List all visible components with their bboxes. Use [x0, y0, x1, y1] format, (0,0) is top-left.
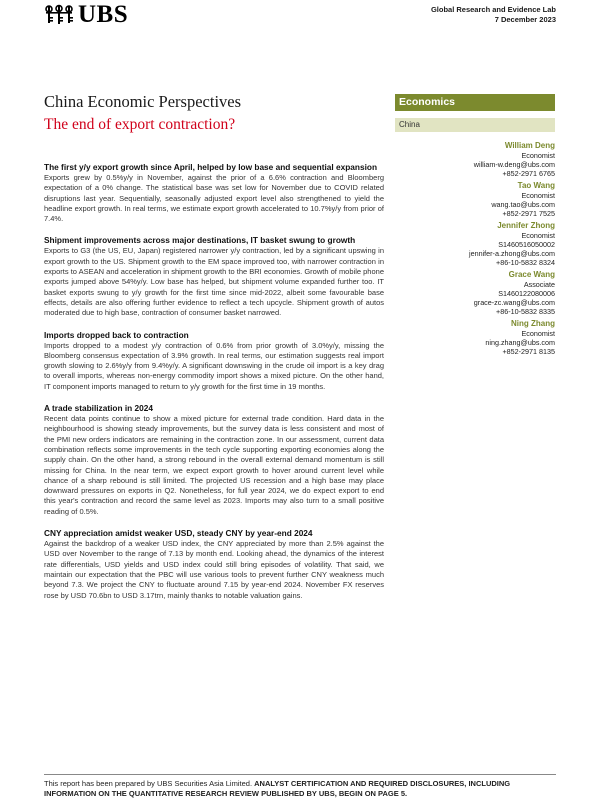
report-body [44, 162, 384, 612]
author-role: Economist [521, 329, 555, 338]
report-section [44, 330, 384, 392]
author-phone: +86-10-5832 8324 [496, 258, 555, 267]
disclosure-footer [44, 779, 556, 799]
research-lab-label: Global Research and Evidence Lab [430, 5, 556, 14]
author-email-link[interactable]: william-w.deng@ubs.com [473, 160, 555, 169]
section-heading: Shipment improvements across major destinations, IT basket swung to growth [44, 235, 356, 246]
category-banner: Economics [395, 94, 555, 111]
author-name: Grace Wang [508, 270, 555, 279]
report-section [44, 528, 384, 601]
report-header-meta [431, 5, 556, 25]
footer-divider [44, 774, 556, 775]
section-heading: Imports dropped back to contraction [44, 329, 189, 340]
author-card [395, 181, 555, 218]
section-paragraph: Recent data points continue to show a mixed picture for external trade condition. Hard data in the neighbourhood is showing steady improvements, but the survey data is less consistent and most of the PMI new orders indicators are remaining in the contraction zone. In our assessment, current data combination reflects some improvements in the tech cycle supporting exporting economies along the supply chain. On the other hand, a strong rebound in the overall external demand momentum is still missing for China. In the near term, we expect export growth to hover around current level while chance of a sharp rebound is still limited. The projected US recession and a high base may place downward pressures on exports in Q2. Nonetheless, for full year 2024, we do expect export to end this year's contraction and record the same level as 2023. Imports may also turn to a small positive reading of 0.5%. [44, 414, 384, 516]
report-section [44, 235, 384, 318]
author-email-link[interactable]: jennifer-a.zhong@ubs.com [468, 249, 555, 258]
ubs-logo [44, 1, 129, 28]
author-role: Associate [523, 280, 555, 289]
author-card [395, 221, 555, 267]
author-phone: +852-2971 7525 [502, 209, 555, 218]
section-paragraph: Against the backdrop of a weaker USD index, the CNY appreciated by more than 2.5% against the USD over November to the range of 7.13 by month end. Looking ahead, the dynamics of the interest rate differentials, USD yields and USD index could still bring episodes of volatility. That said, we maintain our expectation that the PBC will use various tools to prevent further CNY weakness much beyond 7.3. We project the CNY to fluctuate around 7.15 by year-end 2024. November FX reserves rose by USD 70.6bn to USD 3.17trn, mainly thanks to notable valuation gains. [44, 539, 384, 600]
report-section [44, 403, 384, 517]
author-name: Jennifer Zhong [497, 221, 555, 230]
report-subtitle: The end of export contraction? [44, 116, 236, 133]
author-email-link[interactable]: grace-zc.wang@ubs.com [473, 298, 555, 307]
author-role: Economist [521, 191, 555, 200]
section-heading: CNY appreciation amidst weaker USD, steady CNY by year-end 2024 [44, 528, 313, 539]
author-phone: +852-2971 6765 [502, 169, 555, 178]
author-registration-id: S1460516050002 [498, 240, 555, 249]
ubs-keys-icon [44, 4, 74, 26]
section-heading: A trade stabilization in 2024 [44, 403, 153, 414]
report-section [44, 162, 384, 224]
report-title: China Economic Perspectives [44, 92, 242, 111]
section-paragraph: Imports dropped to a modest y/y contraction of 0.6% from prior growth of 3.0%y/y, missing the Bloomberg consensus expectation of 3.9% growth. In real terms, our estimation suggests real import growth slowing to 2.6%y/y from 9.4%y/y. A significant downswing in the crude oil import is a key drag to overall imports, whereas non-energy commodity import shows a mixed picture. On the other hand, IT component imports managed to return to y/y growth for the first time in 19 months. [44, 340, 384, 391]
footer-disclosure-notice: ANALYST CERTIFICATION AND REQUIRED DISCLOSURES, INCLUDING INFORMATION ON THE QUANTITATIVE RESEARCH REVIEW PUBLISHED BY UBS, BEGIN ON PAGE 5. [44, 779, 511, 798]
sidebar [395, 94, 555, 359]
author-email-link[interactable]: ning.zhang@ubs.com [485, 338, 555, 347]
section-heading: The first y/y export growth since April, helped by low base and sequential expansion [44, 162, 378, 172]
section-paragraph: Exports to G3 (the US, EU, Japan) registered narrower y/y contraction, led by a significant upswing in export growth to the US. Shipment growth to the EM space improved too, with narrower contraction in exports to ASEAN and acceleration in shipment growth to the BRI economies. Growth of mobile phone exports jumped above 54%y/y. Low base has helped, but shipment volume expanded further too. IT basket exports swung to y/y growth for the first time since mid-2022, albeit some favourable base effects, details are also offering further evidence to reflect a tech upcycle. Shipment growth of autos moderated due to high base, contraction of consumer basket narrowed. [44, 246, 384, 318]
brand-name: UBS [78, 1, 129, 28]
section-paragraph: Exports grew by 0.5%y/y in November, against the prior of a 6.6% contraction and Bloomberg expectation of a 0% change. The statistical base was set low for November due to COVID related disruptions last year. Sequentially, seasonally adjusted export level also strengthened to yield the headline export growth. In real terms, we estimate export growth accelerated to 10.7%y/y from prior of 7.4%. [44, 173, 384, 224]
author-name: William Deng [504, 141, 555, 150]
author-role: Economist [521, 151, 555, 160]
author-card [395, 141, 555, 178]
footer-text: This report has been prepared by UBS Securities Asia Limited. [44, 779, 253, 788]
author-role: Economist [521, 231, 555, 240]
author-registration-id: S1460122080006 [498, 289, 555, 298]
author-card [395, 270, 555, 316]
report-date: 7 December 2023 [494, 15, 556, 24]
region-banner: China [395, 118, 555, 132]
author-name: Ning Zhang [511, 319, 555, 328]
author-phone: +86-10-5832 8335 [496, 307, 555, 316]
author-email-link[interactable]: wang.tao@ubs.com [491, 200, 555, 209]
author-list [395, 141, 555, 356]
author-card [395, 319, 555, 356]
author-name: Tao Wang [517, 181, 555, 190]
author-phone: +852-2971 8135 [502, 347, 555, 356]
